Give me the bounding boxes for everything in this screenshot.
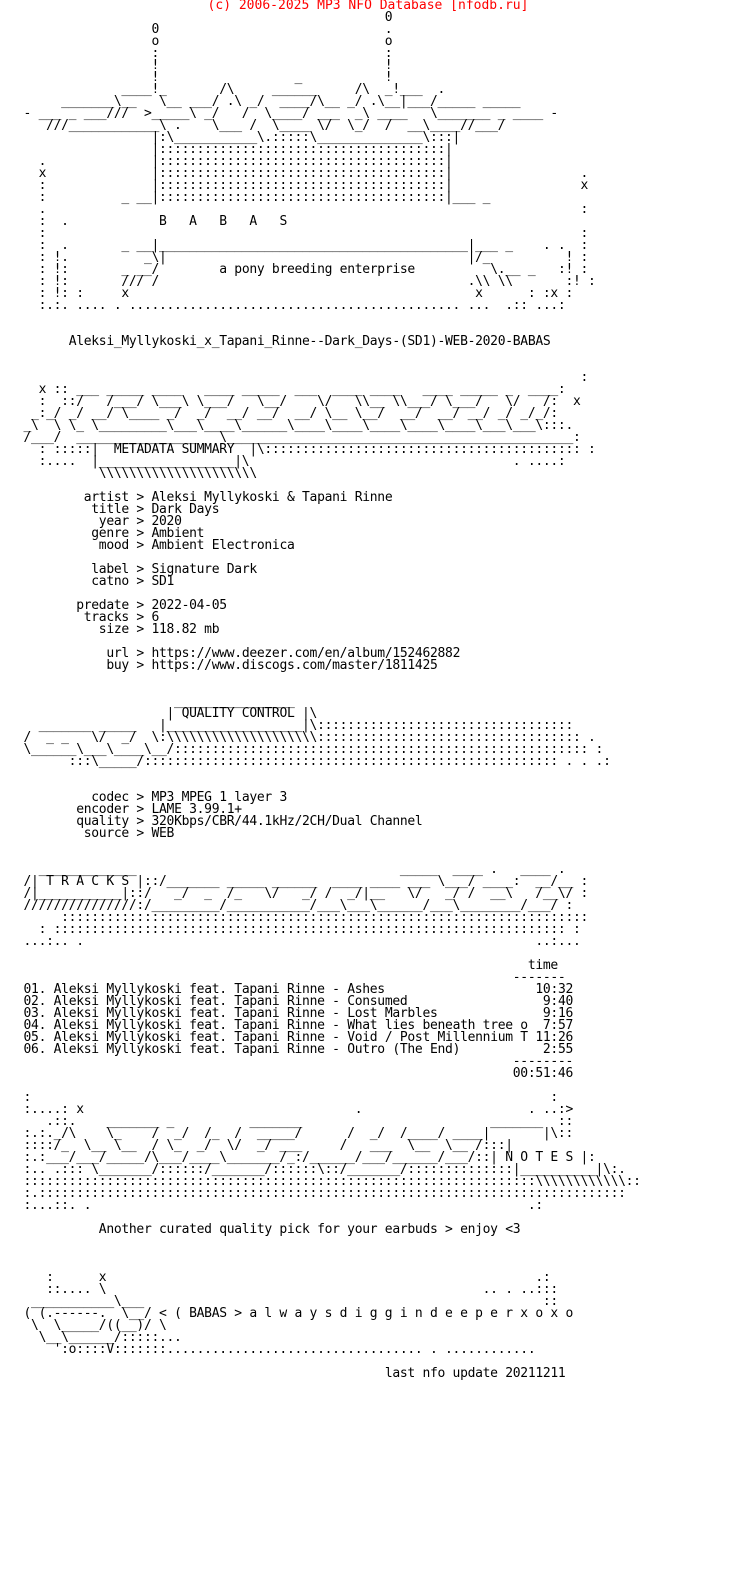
- metadata-row-size: size > 118.82 mb: [68, 622, 220, 637]
- quality-row-encoder: encoder > LAME 3.99.1+: [68, 802, 242, 817]
- ascii-art: : !: /// / .\\ \\ :! :: [16, 274, 596, 289]
- ascii-art: :...::. . .:: [16, 1198, 543, 1213]
- track-time: 10:32: [535, 982, 574, 997]
- blank-line: [16, 1236, 641, 1248]
- track-time: 9:40: [542, 994, 574, 1009]
- blank-line: [16, 348, 641, 360]
- ascii-art: ________________: [16, 694, 295, 709]
- ascii-art: \__\______/:::::...: [16, 1330, 551, 1345]
- group-letters: B A B A S: [159, 214, 287, 229]
- metadata-buy: https://www.discogs.com/master/1811425: [151, 658, 438, 673]
- track-title: Aleksi Myllykoski feat. Tapani Rinne - Consumed: [53, 994, 408, 1009]
- metadata-url: https://www.deezer.com/en/album/152462882: [151, 646, 461, 661]
- group-letters-line: : . B A B A S: [16, 214, 287, 229]
- ascii-art: _:_/ _/ __/ \____ _/ _/ __/ __/ __/ \__ \__/ __/ __/ __/ _/ _/_/:: [16, 406, 558, 421]
- ascii-art: .::. _______ _ _______ _______ ::: [16, 1114, 573, 1129]
- blank-line: [16, 768, 641, 780]
- quality-source: WEB: [151, 826, 175, 841]
- blank-line: [16, 840, 641, 852]
- ascii-art: : :: [16, 226, 589, 241]
- metadata-year: 2020: [151, 514, 182, 529]
- ascii-art: |:\___________\.:::::\______________\:::|: [16, 130, 461, 145]
- track-time: 2:55: [542, 1042, 574, 1057]
- section-quality-line: | QUALITY CONTROL |\: [16, 706, 318, 721]
- ascii-art: x |::::::::::::::::::::::::::::::::::::::| .: [16, 166, 589, 181]
- footer-slogan-line: ( (.------. \__/ < ( BABAS > a l w a y s d i g g i n d e e p e r x o x o: [16, 1306, 573, 1321]
- track-time: 7:57: [542, 1018, 574, 1033]
- ascii-art: \\\\\\\\\\\\\\\\\\\\\: [16, 466, 257, 481]
- ascii-art: |::::::::::::::::::::::::::::::::::::::|: [16, 142, 453, 157]
- tracklist-total: 00:51:46: [512, 1066, 573, 1081]
- ascii-art: _______ _____ |__________________|\::::::::::::::::::::::::::::::::::: [16, 718, 573, 733]
- ascii-art: _______\__ \__ ___/ .\ _/ ____/\__ _/ .\__|___/_____ _____: [16, 94, 521, 109]
- ascii-art: \______\___\____\__/::::::::::::::::::::::::::::::::::::::::::::::::::::::: :: [16, 742, 604, 757]
- ascii-art: - ___ _ ___/// >_____\ _/ / \____/ ___ _\ ____ \_______ _ ____ -: [16, 106, 558, 121]
- track-title: Aleksi Myllykoski feat. Tapani Rinne - Ashes: [53, 982, 385, 997]
- metadata-catno: SD1: [151, 574, 175, 589]
- ascii-art: /___/ ________________ \______________________________________________:: [16, 430, 581, 445]
- ascii-art: :....: x . . ..:>: [16, 1102, 573, 1117]
- metadata-row-genre: genre > Ambient: [68, 526, 205, 541]
- section-title-metadata: METADATA SUMMARY: [113, 442, 235, 457]
- ascii-art: :.:._/\ \_ / _/ /_ / _____/ / _/ /____/ ____| |\::: [16, 1126, 573, 1141]
- ascii-art: ///////////////:/_________/___________/___\___\______/___\________/___/ :: [16, 898, 573, 913]
- ascii-art: ___________\___ ::: [16, 1294, 558, 1309]
- ascii-art: :::\_____/::::::::::::::::::::::::::::::::::::::::::::::::::::::: . . .:: [16, 754, 611, 769]
- ascii-art: ::::::::::::::::::::::::::::::::::::::::::::::::::::::::::::::::::::::: [16, 910, 589, 925]
- track-time: 11:26: [535, 1030, 574, 1045]
- track-title: Aleksi Myllykoski feat. Tapani Rinne - Void / Post Millennium T: [53, 1030, 528, 1045]
- ascii-art: ! !: [16, 58, 393, 73]
- track-time: 9:16: [542, 1006, 574, 1021]
- ascii-art: . |::::::::::::::::::::::::::::::::::::::|: [16, 154, 453, 169]
- footer-slogan: ( BABAS > a l w a y s d i g g i n d e e p e r x o x o: [174, 1306, 573, 1321]
- section-title-quality: QUALITY CONTROL: [181, 706, 295, 721]
- metadata-row-buy: buy > https://www.discogs.com/master/1811425: [68, 658, 438, 673]
- metadata-row-title: title > Dark Days: [68, 502, 220, 517]
- track-number: 06.: [23, 1042, 47, 1057]
- metadata-row-label: label > Signature Dark: [68, 562, 257, 577]
- ascii-art: :.::::::::::::::::::::::::::::::::::::::::::::::::::::::::::::::::::::::::::::::: [16, 1186, 626, 1201]
- group-tagline-line: : !: _ __/ a pony breeding enterprise \.__ _ :! :: [16, 262, 589, 277]
- ascii-art: \ \_____/((__)/ \: [16, 1318, 175, 1333]
- ascii-art: -------: [16, 970, 566, 985]
- metadata-tracks: 6: [151, 610, 160, 625]
- ascii-art: _\ \ \_ \_________\___\____\______\____\____\____\____\____\___\___\:::.: [16, 418, 573, 433]
- metadata-row-predate: predate > 2022-04-05: [68, 598, 227, 613]
- metadata-row-tracks: tracks > 6: [68, 610, 160, 625]
- track-number: 03.: [23, 1006, 47, 1021]
- quality-quality: 320Kbps/CBR/44.1kHz/2CH/Dual Channel: [151, 814, 423, 829]
- ascii-art: /|___________|::/ _/ _ /_ \/ _/ / _/|__ \/ _/ / __\ /__\/ :: [16, 886, 589, 901]
- blank-line: [16, 312, 641, 324]
- nfo-document: [16, 0, 641, 1380]
- metadata-mood: Ambient Electronica: [151, 538, 295, 553]
- ascii-art: 0: [16, 10, 393, 25]
- ascii-art: . :: [16, 202, 589, 217]
- metadata-size: 118.82 mb: [151, 622, 220, 637]
- track-title: Aleksi Myllykoski feat. Tapani Rinne - What lies beneath tree o: [53, 1018, 528, 1033]
- track-number: 05.: [23, 1030, 47, 1045]
- release-name-line: [16, 336, 641, 348]
- ascii-art: ::::::::::::::::::::::::::::::::::::::::::::::::::::::::::::::::::::\\\\\\\\\\\\::: [16, 1174, 641, 1189]
- section-notes-line: :.:___/___/_____/\___/____\_______/_:/______/___/______/___/::| N O T E S |:: [16, 1150, 596, 1165]
- ascii-art: : ::/ /___/ \___\ \___/ \__/ \/ \\__ \\___/ \___/ \/ /: x: [16, 394, 581, 409]
- ascii-art: : :: [16, 46, 393, 61]
- ascii-art: :.... |__________________|\ . ....:: [16, 454, 566, 469]
- ascii-art: : :::::::::::::::::::::::::::::::::::::::::::::::::::::::::::::::::::: :: [16, 922, 581, 937]
- notes-text-line: [16, 1224, 641, 1236]
- ascii-art: ':o::::V:::::::.................................. . ............: [16, 1342, 536, 1357]
- track-number: 04.: [23, 1018, 47, 1033]
- ascii-art: : _ __|::::::::::::::::::::::::::::::::::::::|___ _: [16, 190, 589, 205]
- quality-row-codec: codec > MP3 MPEG 1 layer 3: [68, 790, 287, 805]
- ascii-art: : !: : x x : :x :: [16, 286, 573, 301]
- last-update: last nfo update 20211211: [384, 1366, 566, 1381]
- quality-row-quality: quality > 320Kbps/CBR/44.1kHz/2CH/Dual Channel: [68, 814, 423, 829]
- metadata-label: Signature Dark: [151, 562, 257, 577]
- blank-line: [16, 1248, 641, 1260]
- ascii-art: : |::::::::::::::::::::::::::::::::::::::| x: [16, 178, 589, 193]
- section-tracks-line: /| T R A C K S |::/_______ _____ ______ ____ ____ ___ \___/ ____: __/__ :: [16, 874, 589, 889]
- notes-text: Another curated quality pick for your earbuds > enjoy <3: [98, 1222, 521, 1237]
- quality-row-source: source > WEB: [68, 826, 175, 841]
- ascii-art: o o: [16, 34, 393, 49]
- metadata-row-mood: mood > Ambient Electronica: [68, 538, 295, 553]
- ascii-art: : :: [16, 1090, 558, 1105]
- nfodb-header: (c) 2006-2025 MP3 NFO Database [nfodb.ru]: [207, 0, 529, 13]
- metadata-row-year: year > 2020: [68, 514, 182, 529]
- metadata-genre: Ambient: [151, 526, 205, 541]
- metadata-title: Dark Days: [151, 502, 220, 517]
- blank-line: [16, 672, 641, 684]
- section-title-notes: N O T E S: [505, 1150, 573, 1165]
- last-update-line: [16, 1368, 641, 1380]
- ascii-art: ! _ !: [16, 70, 393, 85]
- ascii-art: ///____________\ . \___ / \____ \/ \_/ / __\____//___/: [16, 118, 506, 133]
- ascii-art: _____________ _____ ____ . ____ .: [16, 862, 566, 877]
- section-title-tracks: T R A C K S: [46, 874, 129, 889]
- ascii-art: ::.... \ .. . ..:::: [16, 1282, 558, 1297]
- quality-encoder: LAME 3.99.1+: [151, 802, 242, 817]
- track-number: 01.: [23, 982, 47, 997]
- ascii-art: : !. _\| |/_ ! :: [16, 250, 589, 265]
- ascii-art: : . _ __|_________________________________________|___ _ . . :: [16, 238, 589, 253]
- track-title: Aleksi Myllykoski feat. Tapani Rinne - Outro (The End): [53, 1042, 461, 1057]
- release-name: Aleksi_Myllykoski_x_Tapani_Rinne--Dark_Days-(SD1)-WEB-2020-BABAS: [68, 334, 551, 349]
- metadata-row-catno: catno > SD1: [68, 574, 175, 589]
- tracklist-time-header: time: [527, 958, 558, 973]
- metadata-row-artist: artist > Aleksi Myllykoski & Tapani Rinne: [68, 490, 393, 505]
- metadata-predate: 2022-04-05: [151, 598, 227, 613]
- group-tagline: a pony breeding enterprise: [219, 262, 415, 277]
- metadata-row-url: url > https://www.deezer.com/en/album/152462882: [68, 646, 461, 661]
- ascii-art: x :: ___ _____ ____ ____ _____ ___ ____ ____ ____ _____ _ ____:: [16, 382, 566, 397]
- track-title: Aleksi Myllykoski feat. Tapani Rinne - Lost Marbles: [53, 1006, 438, 1021]
- ascii-art: ::::/_ \__ \__ / \_ _/ \/ _/ ___ / ___ \__ \__ /:::|: [16, 1138, 521, 1153]
- quality-codec: MP3 MPEG 1 layer 3: [151, 790, 287, 805]
- tracklist-total-line: [16, 1068, 641, 1080]
- ascii-art: :.. .::: \_______/::::::/_______/::::::\::/_______/::::::::::::::|__________|\:.: [16, 1162, 626, 1177]
- ascii-art: ...:.. . ..:...: [16, 934, 581, 949]
- track-number: 02.: [23, 994, 47, 1009]
- metadata-artist: Aleksi Myllykoski & Tapani Rinne: [151, 490, 393, 505]
- ascii-art: : x .:: [16, 1270, 551, 1285]
- ascii-art: :.:. .... . ............................................ ... .:: ...:: [16, 298, 566, 313]
- ascii-art: / _ _ \/ _/ \:\\\\\\\\\\\\\\\\\\\\::::::::::::::::::::::::::::::::::: .: [16, 730, 596, 745]
- section-metadata-line: : :::::| METADATA SUMMARY |\:::::::::::::::::::::::::::::::::::::::::: :: [16, 442, 596, 457]
- ascii-art: 0 .: [16, 22, 393, 37]
- ascii-art: ____!_ /\ ______ /\ _!___ .: [16, 82, 446, 97]
- ascii-art: :: [16, 370, 589, 385]
- ascii-art: --------: [16, 1054, 573, 1069]
